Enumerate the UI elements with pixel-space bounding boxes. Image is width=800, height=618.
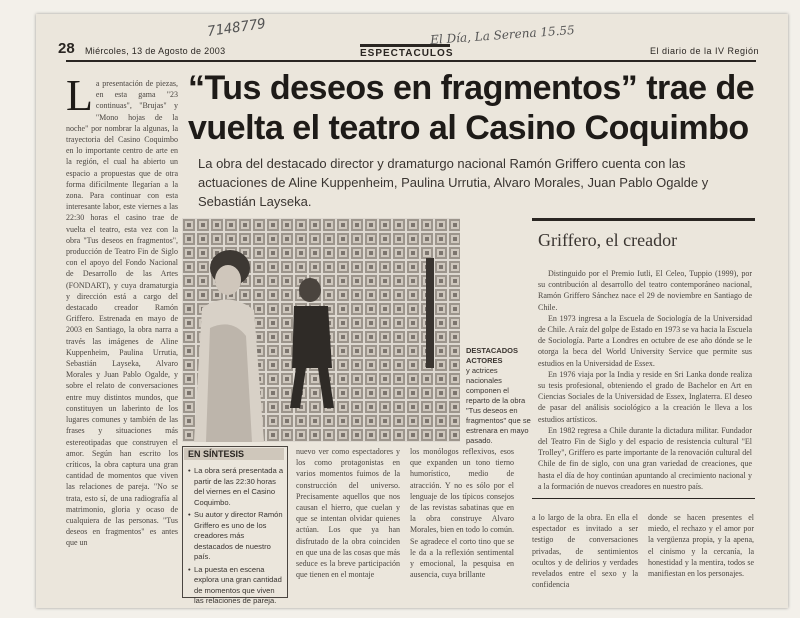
dateline: Miércoles, 13 de Agosto de 2003 xyxy=(85,46,226,56)
handwritten-archive-mark: 7148779 xyxy=(206,15,267,41)
column-1-text: a presentación de piezas, en esta gama "23 continuas", "Brujas" y "Mono hojas de la noche" por nombrar la algunas, la trayectoria del Casino Coquimbo en lo importante centro de arte en la región, el cual ha abierto un espacio a propuestas que de otra forma difícilmente llegarían a la zona. Para continuar con esta interesante labor, este viernes a las 22:30 horas el casino trae de vuelta el teatro, esta vez con la obra "Tus deseos en fragmentos", producción de Teatro Fin de Siglo con el apoyo del Fondo Nacional de Desarrollo de las Artes (FONDART), y cuya dramaturgia y dirección está a cargo del destacado creador Ramón Griffero. Estrenada en mayo de 2003 en Santiago, la obra narra a través las imágenes de Aline Kuppenheim, Paulina Urrutia, Sebastián Layseka, Alvaro Morales y Juan Pablo Ogalde, y sobre el relato de conversaciones entre muy distintos mundos, que constituyen un laberinto de los lugares comunes y también de las frases y situaciones más estereotipadas que construyen el amor. Según han escrito los críticos, la obra captura una gran cantidad de momentos que viven las relaciones de pareja. "No se trata, esto sí, de una radiografía al matrimonio, gloria y ocaso de cualquiera de las personas. "Tus deseos en fragmentos" es antes que un xyxy=(66,79,178,548)
sidebar-paragraph: Distinguido por el Premio Iutli, El Celeo, Tuppio (1999), por su contribución al desarrollo del teatro contemporáneo nacional, Ramón Griffero Sánchez nace el 29 de noviembre en Santiago de Chile. xyxy=(538,269,752,312)
sidebar-body xyxy=(538,268,752,492)
sidebar-paragraph: En 1982 regresa a Chile durante la dictadura militar. Fundador del Teatro Fin de Siglo y del espacio de resistencia cultural "El Trolley", Griffero es parte importante de la renovación cultural del Chile de fin de siglo, con una gran variedad de creaciones, que hasta el día de hoy continúan apuntando al crecimiento nacional y a la formación de nuevos creadores en nuestro país. xyxy=(538,425,752,491)
article-column-1 xyxy=(66,71,178,549)
article-column-3: los monólogos reflexivos, esos que expanden un tono tierno humorístico, medio de atracción. Y no es sólo por el lenguaje de los típicos consejos de las revistas sabatinas que en la obra construye Alvaro Morales, bien en todo lo común. Se agradece el corto tino que se le da a la reflexión sentimental y emocional, la pesquisa en ausencia, cuya brillante xyxy=(410,447,514,580)
synthesis-item: • La puesta en escena explora una gran cantidad de momentos que viven las relaciones de pareja. xyxy=(188,565,284,607)
caption-text: y actrices nacionales componen el reparto de la obra "Tus deseos en fragmentos" que se estrenara en mayo pasado. xyxy=(466,366,531,445)
sidebar-bottom-rule xyxy=(532,498,755,499)
synthesis-title: EN SÍNTESIS xyxy=(184,448,284,460)
photo-caption xyxy=(466,346,532,446)
article-headline: “Tus deseos en fragmentos” trae de vuelta el teatro al Casino Coquimbo xyxy=(188,69,755,147)
article-column-4: a lo largo de la obra. En ella el espectador es invitado a ser testigo de conversaciones privadas, de sentimientos ocultos y de delirios y verdades revelados entre el sexo y la confidencia xyxy=(532,513,638,590)
article-deck: La obra del destacado director y dramaturgo nacional Ramón Griffero cuenta con las actuaciones de Aline Kuppenheim, Paulina Urrutia, Alvaro Morales, Juan Pablo Ogalde y Sebastián Layseka. xyxy=(198,156,709,209)
page-number: 28 xyxy=(58,40,75,57)
article-column-2: nuevo ver como espectadores y los como protagonistas en varios momentos fuimos de la construcción del universo. Precisamente aquellos que nos causan el hierro, que cuelan y que se intentan olvidar quienes actúan. Los que ya han disfrutado de la obra coinciden en que una de las cosas que más seduce es la breve participación que tienen en el montaje xyxy=(296,447,400,580)
sidebar-title: Griffero, el creador xyxy=(538,230,678,250)
drop-cap: L xyxy=(66,71,93,120)
synthesis-item: • Su autor y director Ramón Griffero es uno de los creadores más destacados de nuestro país. xyxy=(188,510,284,563)
synthesis-item: • La obra será presentada a partir de las 22:30 horas del viernes en el Casino Coquimbo. xyxy=(188,466,284,508)
sidebar-paragraph: En 1976 viaja por la India y reside en Sri Lanka donde realiza su tesis profesional, obteniendo el grado de Bachelor en Art en Ciencias Sociales de la Universidad de Essex, Inglaterra. El deseo de pasar del análisis sociológico a la creación le lleva a los estudios artísticos. xyxy=(538,369,752,424)
section-label: ESPECTACULOS xyxy=(360,44,450,59)
synthesis-list xyxy=(188,466,284,609)
sidebar-paragraph: En 1973 ingresa a la Escuela de Sociología de la Universidad de Chile. A raíz del golpe de Estado en 1973 se va hacia la Escuela de Sociología. Parte a Londres en octubre de ese año dónde se le otorga la beca del World University Service que permite sus estudios en la Universidad de Essex. xyxy=(538,313,752,368)
caption-title: DESTACADOS ACTORES xyxy=(466,346,518,365)
stage-photo xyxy=(182,218,460,442)
handwritten-source-note: El Día, La Serena 15.55 xyxy=(429,22,576,48)
header-rule xyxy=(66,60,756,62)
article-column-5: donde se hacen presentes el miedo, el rechazo y el amor por la vergüenza propia, y la apena, el cinismo y la cercanía, la honestidad y la mentira, todos se manifiestan en los personajes. xyxy=(648,513,754,579)
newspaper-name: El diario de la IV Región xyxy=(650,46,760,56)
